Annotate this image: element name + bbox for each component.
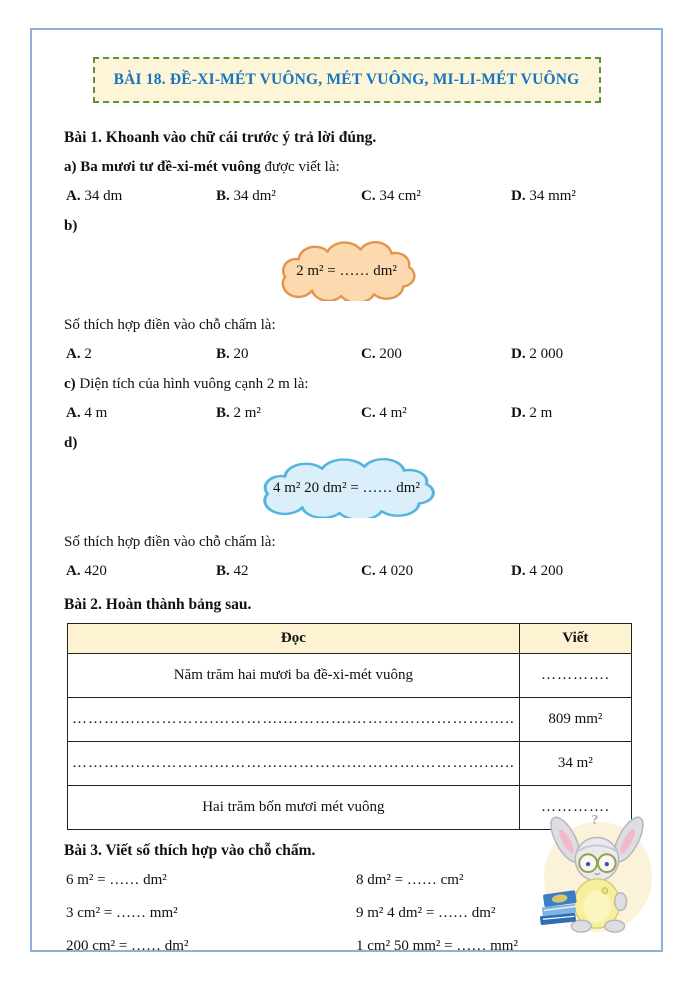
option-value: 34 mm² [529, 188, 576, 204]
ex1-b-cloud-text: 2 m² = …… dm² [296, 262, 397, 279]
option-d[interactable] [511, 403, 629, 424]
ex1-c-options [66, 403, 629, 424]
option-d[interactable] [511, 561, 629, 582]
lesson-title: BÀI 18. ĐỀ-XI-MÉT VUÔNG, MÉT VUÔNG, MI-LI-MÉT VUÔNG [113, 71, 580, 88]
viet-cell-blank[interactable]: …………. [519, 654, 631, 698]
orange-thought-cloud [261, 241, 433, 301]
option-letter: A. [66, 405, 81, 421]
option-b[interactable] [216, 186, 361, 207]
option-letter: C. [361, 346, 376, 362]
equation: 9 m² 4 dm² = …… dm² [356, 905, 496, 921]
ex1-d-cloud-text: 4 m² 20 dm² = …… dm² [273, 479, 420, 496]
option-letter: C. [361, 188, 376, 204]
ex3-heading: Bài 3. Viết số thích hợp vào chỗ chấm. [64, 842, 316, 859]
option-letter: D. [511, 405, 526, 421]
option-value: 200 [379, 346, 402, 362]
blue-thought-cloud [249, 458, 445, 518]
ex1-c-prompt-text: Diện tích của hình vuông cạnh 2 m là: [79, 376, 309, 392]
ex1-b-label: b) [64, 218, 78, 234]
viet-cell: 34 m² [519, 742, 631, 786]
option-letter: A. [66, 346, 81, 362]
doc-cell-blank[interactable]: …………..………….………….………….………….………….….. [68, 742, 520, 786]
option-value: 2 000 [529, 346, 564, 362]
option-c[interactable] [361, 344, 511, 365]
option-value: 2 m [529, 405, 553, 421]
option-letter: D. [511, 346, 526, 362]
option-a[interactable] [66, 561, 216, 582]
option-value: 4 m² [379, 405, 407, 421]
option-letter: C. [361, 405, 376, 421]
equation: 200 cm² = …… dm² [66, 938, 189, 954]
option-value: 2 [84, 346, 92, 362]
ex1-a-label: a) [64, 159, 77, 175]
equation: 3 cm² = …… mm² [66, 905, 178, 921]
option-value: 42 [233, 563, 249, 579]
option-letter: B. [216, 563, 230, 579]
option-c[interactable] [361, 561, 511, 582]
table-row [68, 742, 632, 786]
option-value: 420 [84, 563, 107, 579]
option-b[interactable] [216, 561, 361, 582]
equation: 8 dm² = …… cm² [356, 872, 464, 888]
option-a[interactable] [66, 344, 216, 365]
doc-cell: Năm trăm hai mươi ba đề-xi-mét vuông [68, 654, 520, 698]
option-letter: B. [216, 346, 230, 362]
ex2-table [67, 623, 632, 830]
option-value: 20 [233, 346, 249, 362]
ex1-a-prompt-rest: được viết là: [264, 159, 340, 175]
option-c[interactable] [361, 403, 511, 424]
ex1-heading: Bài 1. Khoanh vào chữ cái trước ý trả lời đúng. [64, 129, 377, 146]
ex1-d-label: d) [64, 435, 78, 451]
option-value: 34 dm [84, 188, 123, 204]
ex1-b-options [66, 344, 629, 365]
doc-cell-blank[interactable]: …………..………….………….………….………….………….….. [68, 698, 520, 742]
equation: 1 cm² 50 mm² = …… mm² [356, 938, 518, 954]
table-row [68, 698, 632, 742]
option-b[interactable] [216, 403, 361, 424]
ex1-a-prompt [64, 157, 629, 178]
ex1-b-cloud-row [64, 241, 629, 301]
table-row [68, 654, 632, 698]
option-d[interactable] [511, 344, 629, 365]
ex1-b-prompt: Số thích hợp điền vào chỗ chấm là: [64, 317, 276, 333]
ex1-a-prompt-bold: Ba mươi tư đề-xi-mét vuông [80, 159, 261, 175]
option-letter: B. [216, 188, 230, 204]
option-d[interactable] [511, 186, 629, 207]
equation: 6 m² = …… dm² [66, 872, 167, 888]
ex1-c-label: c) [64, 376, 76, 392]
option-value: 4 200 [529, 563, 564, 579]
option-c[interactable] [361, 186, 511, 207]
option-letter: C. [361, 563, 376, 579]
option-a[interactable] [66, 403, 216, 424]
option-value: 34 cm² [379, 188, 421, 204]
books-stack-icon [540, 890, 577, 925]
option-letter: A. [66, 188, 81, 204]
option-letter: D. [511, 563, 526, 579]
option-value: 4 m [84, 405, 108, 421]
rabbit-mascot-illustration [535, 808, 655, 936]
option-value: 34 dm² [233, 188, 276, 204]
option-b[interactable] [216, 344, 361, 365]
option-a[interactable] [66, 186, 216, 207]
worksheet-page [30, 28, 663, 952]
lesson-title-box [93, 57, 601, 103]
viet-cell: 809 mm² [519, 698, 631, 742]
option-value: 4 020 [379, 563, 414, 579]
viet-cell-blank[interactable]: …………. [519, 786, 631, 830]
col-header-viet: Viết [519, 624, 631, 654]
ex3-equations [66, 870, 596, 957]
ex1-d-cloud-row [64, 458, 629, 518]
table-header-row [68, 624, 632, 654]
option-value: 2 m² [233, 405, 261, 421]
col-header-doc: Đọc [68, 624, 520, 654]
doc-cell: Hai trăm bốn mươi mét vuông [68, 786, 520, 830]
svg-text:?: ? [591, 811, 599, 827]
option-letter: A. [66, 563, 81, 579]
ex1-a-options [66, 186, 629, 207]
ex2-heading: Bài 2. Hoàn thành bảng sau. [64, 596, 252, 613]
ex1-c-prompt [64, 374, 629, 395]
ex1-d-options [66, 561, 629, 582]
option-letter: B. [216, 405, 230, 421]
option-letter: D. [511, 188, 526, 204]
ex1-d-prompt: Số thích hợp điền vào chỗ chấm là: [64, 534, 276, 550]
